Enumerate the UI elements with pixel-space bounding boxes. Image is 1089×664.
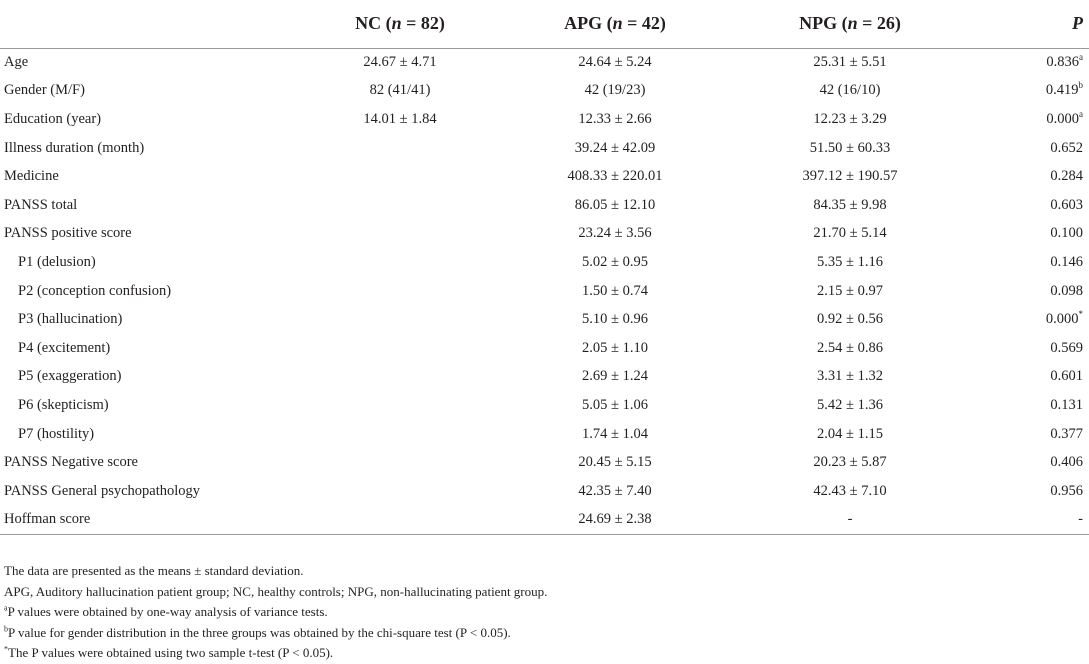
cell-apg: 5.10 ± 0.96 <box>582 311 648 328</box>
footnote-text: APG, Auditory hallucination patient group; NC, healthy controls; NPG, non-hallucinating patient group. <box>4 583 548 599</box>
p-value: 0.956 <box>1050 482 1083 499</box>
cell-nc <box>300 248 500 277</box>
cell-npg: 5.35 ± 1.16 <box>817 253 883 270</box>
cell-npg: 25.31 ± 5.51 <box>813 54 887 71</box>
cell-nc: 14.01 ± 1.84 <box>363 110 437 127</box>
cell-nc <box>300 363 500 392</box>
table-body <box>0 48 1089 534</box>
footnote-marker: b <box>4 624 8 634</box>
cell-p <box>970 334 1089 363</box>
cell-nc <box>300 220 500 249</box>
cell-nc <box>300 162 500 191</box>
cell-npg: 12.23 ± 3.29 <box>813 110 887 127</box>
cell-nc <box>300 477 500 506</box>
cell-apg: 42 (19/23) <box>584 82 646 99</box>
cell-npg: 397.12 ± 190.57 <box>802 168 898 185</box>
cell-apg: 24.64 ± 5.24 <box>578 54 652 71</box>
table-row <box>0 162 1089 191</box>
table-row <box>0 105 1089 134</box>
footnote <box>4 561 547 582</box>
p-footnote-marker: b <box>1078 80 1083 91</box>
cell-npg: 0.92 ± 0.56 <box>817 311 883 328</box>
cell-apg: 2.05 ± 1.10 <box>582 339 648 356</box>
p-value: 0.146 <box>1050 253 1083 270</box>
cell-p <box>970 420 1089 449</box>
cell-nc <box>300 277 500 306</box>
cell-npg: - <box>730 506 970 535</box>
footnote-text: P values were obtained by one-way analysis of variance tests. <box>7 604 328 619</box>
cell-nc <box>300 334 500 363</box>
cell-nc: 82 (41/41) <box>369 82 431 99</box>
cell-p <box>970 220 1089 249</box>
table-row <box>0 363 1089 392</box>
cell-nc <box>300 448 500 477</box>
cell-apg: 408.33 ± 220.01 <box>567 168 663 185</box>
cell-apg: 5.05 ± 1.06 <box>582 396 648 413</box>
row-label: Illness duration (month) <box>4 139 145 156</box>
row-label: P5 (exaggeration) <box>18 368 122 385</box>
cell-nc <box>300 420 500 449</box>
cell-npg: 42 (16/10) <box>819 82 881 99</box>
footnote-text: The data are presented as the means ± standard deviation. <box>4 563 304 578</box>
table-row <box>0 48 1089 77</box>
cell-p <box>970 363 1089 392</box>
cell-apg: 1.50 ± 0.74 <box>582 282 648 299</box>
p-value: 0.569 <box>1050 339 1083 356</box>
row-label: P4 (excitement) <box>18 339 111 356</box>
cell-apg: 86.05 ± 12.10 <box>574 196 656 213</box>
cell-p <box>970 77 1089 106</box>
cell-apg: 20.45 ± 5.15 <box>578 454 652 471</box>
p-value: 0.406 <box>1050 454 1083 471</box>
p-value: 0.284 <box>1050 168 1083 185</box>
cell-apg: 12.33 ± 2.66 <box>578 110 652 127</box>
cell-npg: 2.54 ± 0.86 <box>817 339 883 356</box>
cell-npg: 21.70 ± 5.14 <box>813 225 887 242</box>
table-row <box>0 134 1089 163</box>
cell-npg: 51.50 ± 60.33 <box>809 139 891 156</box>
cell-nc <box>300 305 500 334</box>
row-label: P7 (hostility) <box>18 425 95 442</box>
cell-p <box>970 448 1089 477</box>
row-label: Gender (M/F) <box>4 82 85 99</box>
row-label: PANSS Negative score <box>4 454 138 471</box>
cell-apg: 1.74 ± 1.04 <box>582 425 648 442</box>
table-row <box>0 277 1089 306</box>
table-footnotes <box>4 561 547 664</box>
footnote <box>4 602 547 623</box>
footnote <box>4 582 547 603</box>
footnote-text: P value for gender distribution in the three groups was obtained by the chi-square test (P < 0.05). <box>8 624 511 640</box>
header-nc: NC (n = 82) <box>300 0 500 48</box>
header-apg: APG (n = 42) <box>500 0 730 48</box>
p-value: 0.652 <box>1050 139 1083 156</box>
cell-npg: 20.23 ± 5.87 <box>813 454 887 471</box>
table-row <box>0 191 1089 220</box>
cell-nc <box>300 391 500 420</box>
row-label: PANSS total <box>4 196 78 213</box>
cell-apg: 42.35 ± 7.40 <box>578 482 652 499</box>
cell-nc <box>300 506 500 535</box>
p-footnote-marker: a <box>1079 109 1083 120</box>
row-label: PANSS positive score <box>4 225 132 242</box>
header-npg: NPG (n = 26) <box>730 0 970 48</box>
footnote <box>4 643 547 664</box>
cell-p <box>970 48 1089 77</box>
cell-apg: 2.69 ± 1.24 <box>582 368 648 385</box>
p-value: 0.100 <box>1050 225 1083 242</box>
cell-apg: 5.02 ± 0.95 <box>582 253 648 270</box>
cell-npg: 3.31 ± 1.32 <box>817 368 883 385</box>
cell-npg: 2.04 ± 1.15 <box>817 425 883 442</box>
row-label: Education (year) <box>4 110 102 127</box>
cell-nc: 24.67 ± 4.71 <box>363 54 437 71</box>
cell-nc <box>300 134 500 163</box>
cell-npg: 5.42 ± 1.36 <box>817 396 883 413</box>
table-row <box>0 77 1089 106</box>
cell-apg: 24.69 ± 2.38 <box>500 506 730 535</box>
row-label: PANSS General psychopathology <box>4 482 201 499</box>
p-value: 0.098 <box>1050 282 1083 299</box>
table-row <box>0 305 1089 334</box>
row-label: Medicine <box>4 168 59 185</box>
cell-npg: 84.35 ± 9.98 <box>813 196 887 213</box>
cell-apg: 39.24 ± 42.09 <box>574 139 656 156</box>
cell-p <box>970 391 1089 420</box>
table-row <box>0 220 1089 249</box>
p-value: 0.000 <box>1045 311 1079 328</box>
table-row <box>0 448 1089 477</box>
table-row <box>0 420 1089 449</box>
p-value: 0.000 <box>1046 110 1079 127</box>
footnote-marker: a <box>4 603 8 613</box>
cell-npg: 2.15 ± 0.97 <box>817 282 883 299</box>
p-value: 0.603 <box>1050 196 1083 213</box>
p-value: 0.377 <box>1050 425 1083 442</box>
p-footnote-marker: * <box>1078 309 1083 320</box>
cell-p <box>970 477 1089 506</box>
table-row <box>0 506 1089 535</box>
header-label <box>0 0 300 48</box>
header-p: P <box>970 0 1089 48</box>
cell-p <box>970 191 1089 220</box>
row-label: P2 (conception confusion) <box>18 282 172 299</box>
p-value: - <box>1078 511 1083 528</box>
p-value: 0.836 <box>1046 54 1079 71</box>
footnote-marker: * <box>4 644 8 654</box>
cell-p <box>970 305 1089 334</box>
cell-p <box>970 105 1089 134</box>
cell-p <box>970 248 1089 277</box>
cell-p <box>970 134 1089 163</box>
cell-p <box>970 162 1089 191</box>
p-footnote-marker: a <box>1079 52 1083 63</box>
row-label: P1 (delusion) <box>18 253 96 270</box>
table-row <box>0 248 1089 277</box>
table-row <box>0 477 1089 506</box>
cell-nc <box>300 191 500 220</box>
p-value: 0.131 <box>1050 396 1083 413</box>
cell-npg: 42.43 ± 7.10 <box>813 482 887 499</box>
footnote <box>4 623 547 644</box>
p-value: 0.419 <box>1045 82 1079 99</box>
p-value: 0.601 <box>1050 368 1083 385</box>
cell-p <box>970 506 1089 535</box>
row-label: Hoffman score <box>0 506 300 535</box>
cell-apg: 23.24 ± 3.56 <box>578 225 652 242</box>
table-row <box>0 391 1089 420</box>
row-label: P3 (hallucination) <box>18 311 123 328</box>
row-label: Age <box>4 54 29 71</box>
table-row <box>0 334 1089 363</box>
row-label: P6 (skepticism) <box>18 396 109 413</box>
footnote-text: The P values were obtained using two sample t-test (P < 0.05). <box>8 645 334 660</box>
table-header-row <box>0 0 1089 48</box>
cell-p <box>970 277 1089 306</box>
